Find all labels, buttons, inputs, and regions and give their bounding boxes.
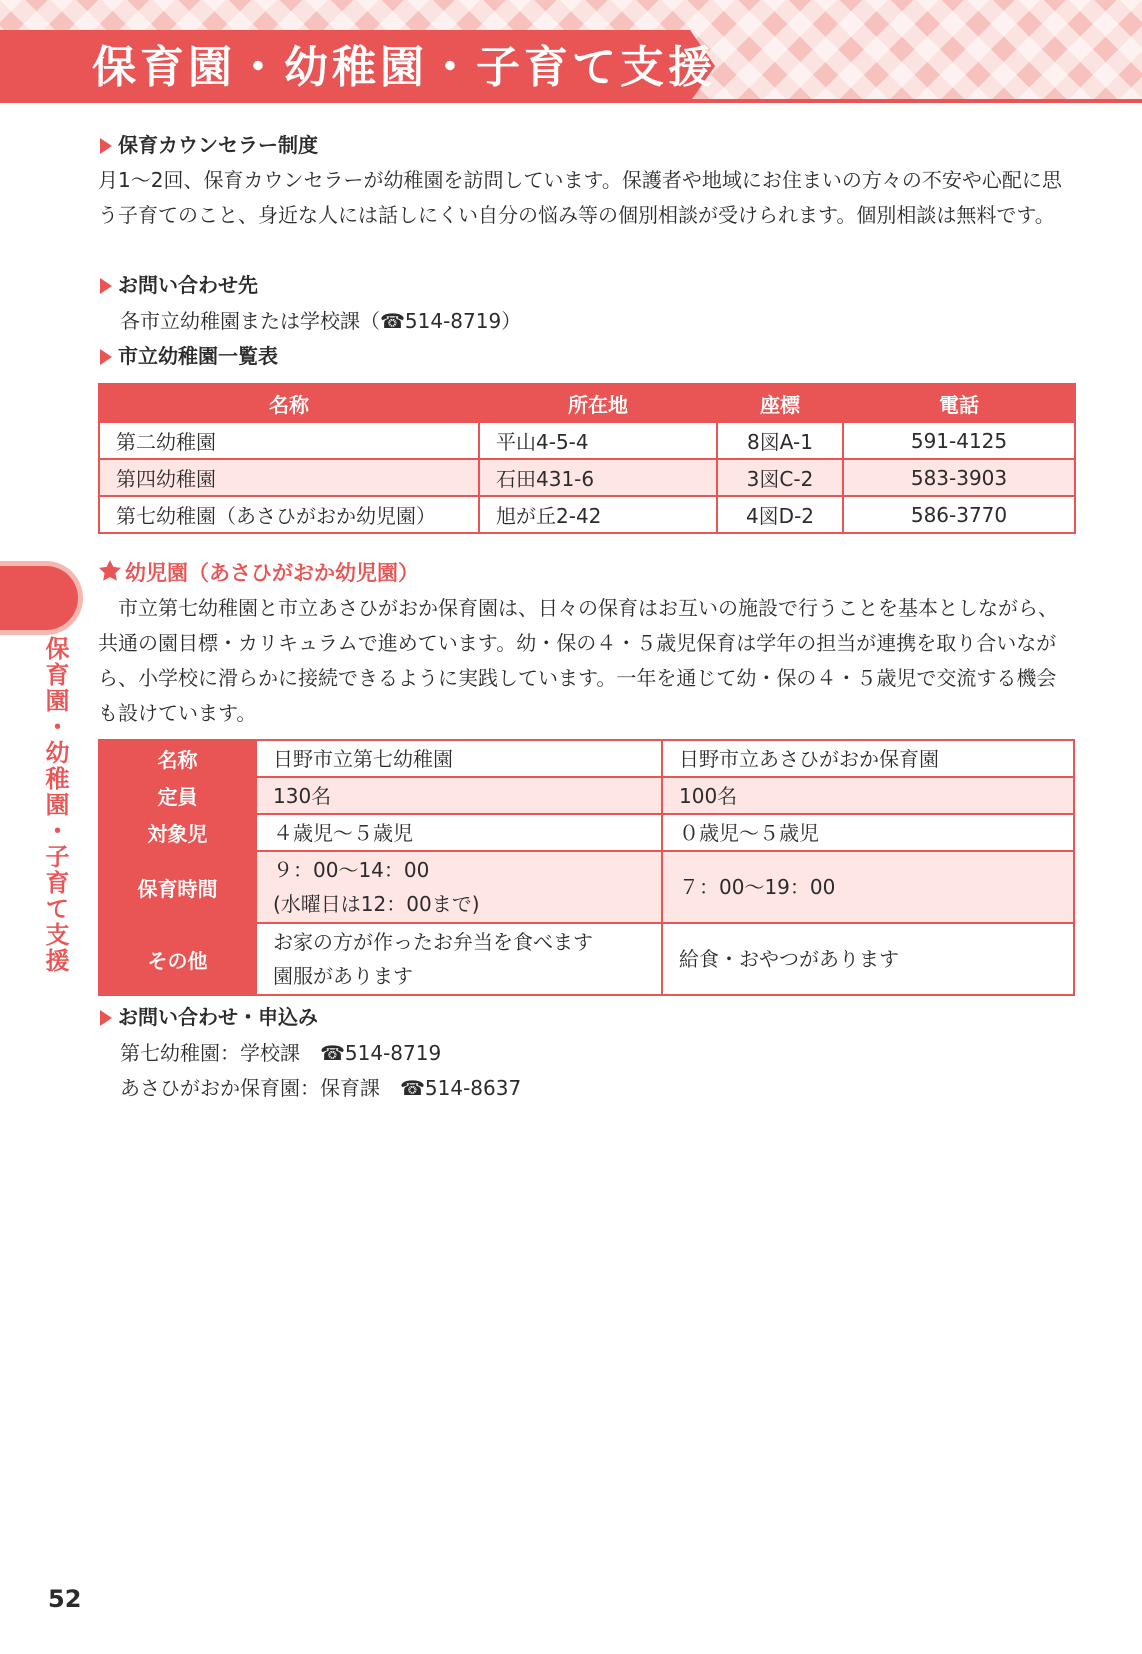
table-cell: 4図D-2 <box>717 496 843 533</box>
list-heading <box>100 341 278 371</box>
counselor-heading-text: 保育カウンセラー制度 <box>118 133 318 157</box>
youjien-paragraph: 市立第七幼稚園と市立あさひがおか保育園は、日々の保育はお互いの施設で行うことを基本としながら、共通の園目標・カリキュラムで進めています。幼・保の４・５歳児保育は学年の担当が連携を取り合いながら、小学校に滑らかに接続できるように実践しています。一年を通じて幼・保の４・５歳児で交流する機会も設けています。 <box>98 596 1058 725</box>
triangle-bullet-icon <box>100 278 112 294</box>
table-cell <box>662 777 1074 814</box>
table-cell <box>662 851 1074 923</box>
row-label: 名称 <box>99 740 256 777</box>
star-icon <box>97 558 125 592</box>
cell-text: 130名 <box>273 783 332 808</box>
cell-text: 園服があります <box>273 964 413 988</box>
row-label: その他 <box>99 923 256 995</box>
table-cell: 第四幼稚園 <box>99 459 479 496</box>
row-label: 定員 <box>99 777 256 814</box>
facility-compare-table <box>98 739 1075 996</box>
table-cell: 586-3770 <box>843 496 1075 533</box>
table-row <box>99 923 1074 995</box>
page-title: 保育園・幼稚園・子育て支援 <box>92 42 716 93</box>
inquiry-heading <box>100 1002 318 1032</box>
cell-text: ０歳児～５歳児 <box>679 820 819 845</box>
inquiry-line-1: 第七幼稚園：学校課 ☎514-8719 <box>120 1041 442 1065</box>
table-row <box>99 851 1074 923</box>
column-header: 名称 <box>99 384 479 422</box>
table-cell: 583-3903 <box>843 459 1075 496</box>
cell-text: 日野市立第七幼稚園 <box>273 746 453 771</box>
page-number: 52 <box>48 1585 82 1613</box>
table-cell <box>256 777 662 814</box>
cell-text: ７：00～19：00 <box>679 875 836 899</box>
column-header: 座標 <box>717 384 843 422</box>
table-row <box>99 740 1074 777</box>
table-header-row <box>99 384 1075 422</box>
side-section-label: 保育園・幼稚園・子育て支援 <box>41 636 69 974</box>
table-row <box>99 459 1075 496</box>
row-label: 保育時間 <box>99 851 256 923</box>
table-cell: 旭が丘2-42 <box>479 496 717 533</box>
table-cell: 石田431-6 <box>479 459 717 496</box>
list-heading-text: 市立幼稚園一覧表 <box>118 344 278 368</box>
table-cell: 平山4-5-4 <box>479 422 717 459</box>
row-label: 対象児 <box>99 814 256 851</box>
table-row <box>99 422 1075 459</box>
table-cell <box>256 740 662 777</box>
table-cell: 第七幼稚園（あさひがおか幼児園） <box>99 496 479 533</box>
contact-line: 各市立幼稚園または学校課（☎514-8719） <box>120 309 522 333</box>
inquiry-heading-text: お問い合わせ・申込み <box>118 1005 318 1029</box>
cell-text: 100名 <box>679 783 738 808</box>
table-cell <box>256 814 662 851</box>
kindergarten-table <box>98 383 1076 534</box>
table-cell <box>662 923 1074 995</box>
cell-text: (水曜日は12：00まで) <box>273 892 480 916</box>
contact-heading <box>100 270 258 300</box>
counselor-heading <box>100 130 318 160</box>
cell-text: ９：00～14：00 <box>273 858 430 882</box>
triangle-bullet-icon <box>100 1010 112 1026</box>
header-rule <box>0 99 1142 103</box>
table-cell: 8図A-1 <box>717 422 843 459</box>
table-cell: 591-4125 <box>843 422 1075 459</box>
table-row <box>99 814 1074 851</box>
table-cell <box>256 851 662 923</box>
inquiry-line-2: あさひがおか保育園：保育課 ☎514-8637 <box>120 1076 522 1100</box>
column-header: 電話 <box>843 384 1075 422</box>
counselor-paragraph: 月1～2回、保育カウンセラーが幼稚園を訪問しています。保護者や地域にお住まいの方々の不安や心配に思う子育てのこと、身近な人には話しにくい自分の悩み等の個別相談が受けられます。個別相談は無料です。 <box>98 168 1062 227</box>
column-header: 所在地 <box>479 384 717 422</box>
table-row <box>99 496 1075 533</box>
cell-text: ４歳児～５歳児 <box>273 820 413 845</box>
table-cell <box>662 740 1074 777</box>
table-cell: 第二幼稚園 <box>99 422 479 459</box>
table-cell: 3図C-2 <box>717 459 843 496</box>
triangle-bullet-icon <box>100 138 112 154</box>
youjien-heading-text: 幼児園（あさひがおか幼児園） <box>125 561 419 585</box>
table-row <box>99 777 1074 814</box>
youjien-heading <box>97 558 419 588</box>
cell-text: 給食・おやつがあります <box>679 947 899 971</box>
cell-text: 日野市立あさひがおか保育園 <box>679 746 939 771</box>
page-header <box>0 0 1142 102</box>
triangle-bullet-icon <box>100 349 112 365</box>
cell-text: お家の方が作ったお弁当を食べます <box>273 930 593 954</box>
table-cell <box>256 923 662 995</box>
side-tab <box>0 566 78 630</box>
contact-heading-text: お問い合わせ先 <box>118 273 258 297</box>
table-cell <box>662 814 1074 851</box>
